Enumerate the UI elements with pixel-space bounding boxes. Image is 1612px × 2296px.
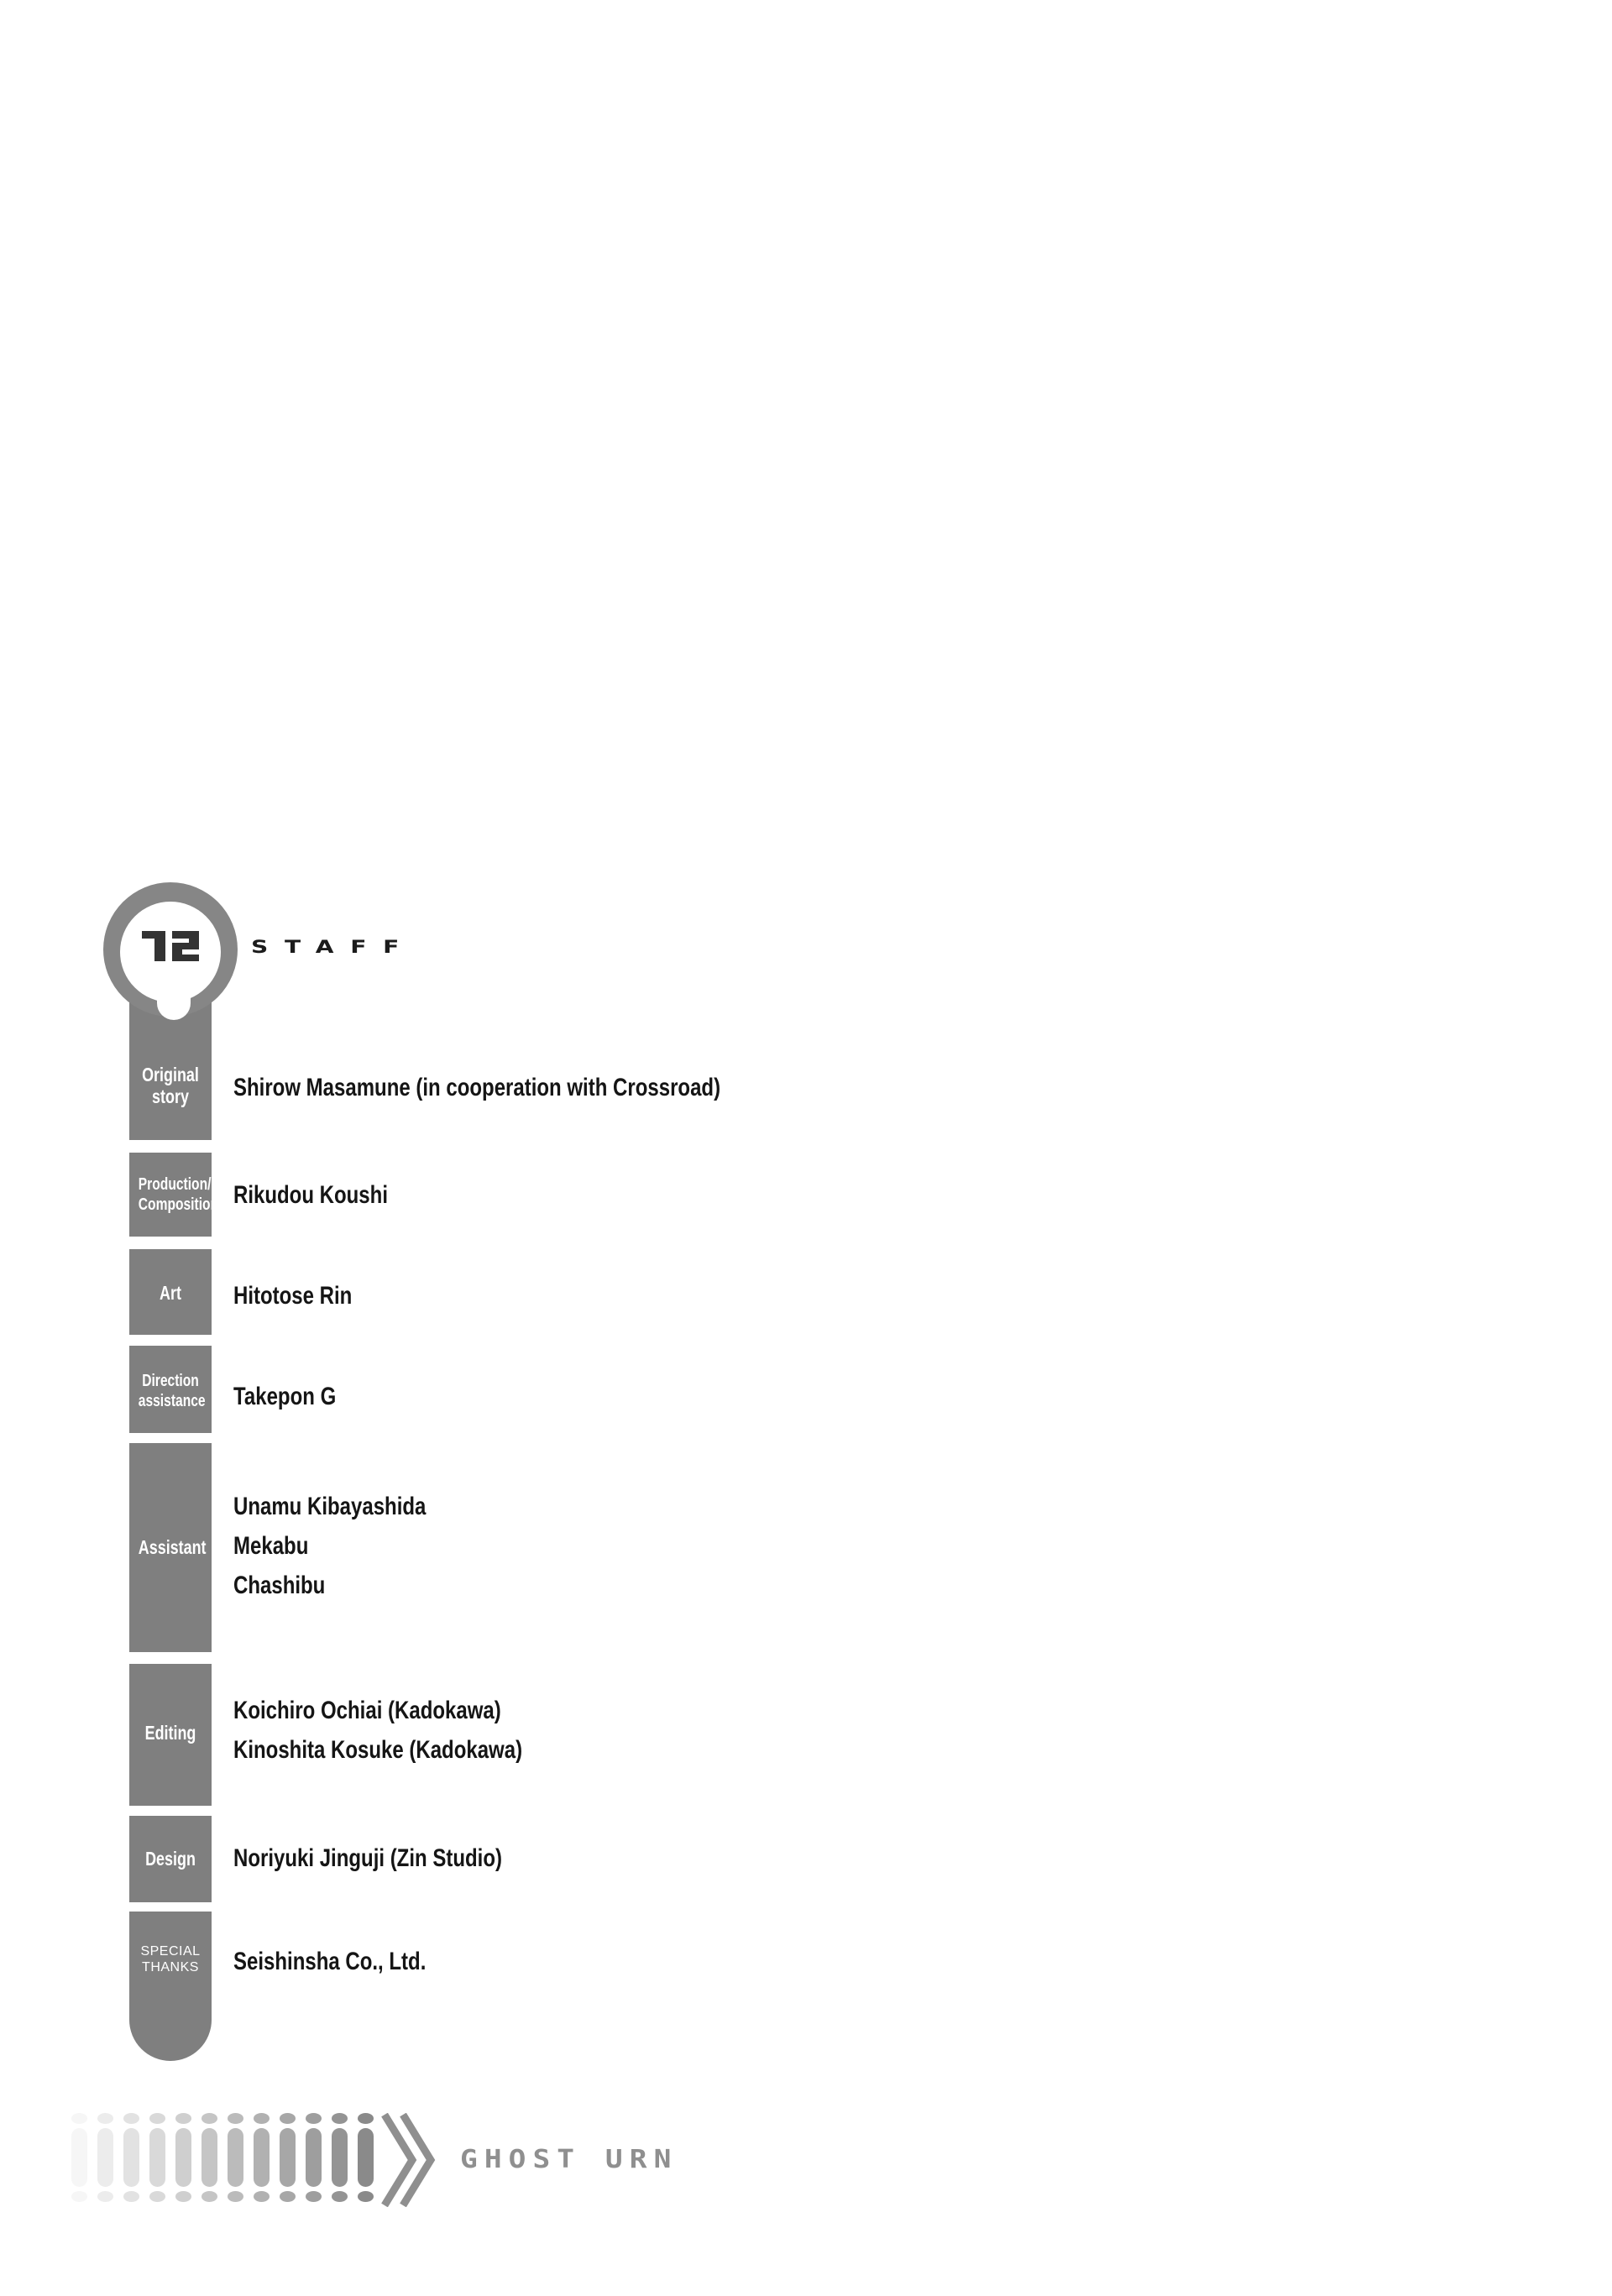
chapter-number-text xyxy=(0,0,1,1)
role-label-production-composition: Production/ Composition xyxy=(138,1175,219,1214)
pill-capsule xyxy=(254,2128,270,2187)
role-label-original-story: Original story xyxy=(142,1064,199,1107)
pill-capsule xyxy=(149,2128,165,2187)
pill-capsule xyxy=(123,2128,139,2187)
pill-dot-top xyxy=(358,2113,374,2124)
chapter-number-icon xyxy=(140,931,199,961)
pill-column xyxy=(280,2113,296,2202)
role-label-design: Design xyxy=(145,1848,196,1870)
pill-column xyxy=(228,2113,243,2202)
pill-dot-bottom xyxy=(123,2191,139,2202)
credit-assistant: Unamu Kibayashida Mekabu Chashibu xyxy=(233,1493,427,1599)
pill-dot-top xyxy=(280,2113,296,2124)
pill-capsule xyxy=(97,2128,113,2187)
pill-column xyxy=(358,2113,374,2202)
pill-dot-bottom xyxy=(175,2191,191,2202)
pill-dot-top xyxy=(202,2113,217,2124)
credit-special-thanks: Seishinsha Co., Ltd. xyxy=(233,1948,427,1975)
credit-original-story: Shirow Masamune (in cooperation with Crossroad) xyxy=(233,1074,721,1101)
pill-dot-bottom xyxy=(254,2191,270,2202)
pill-dot-bottom xyxy=(358,2191,374,2202)
pill-dot-top xyxy=(97,2113,113,2124)
pill-dot-bottom xyxy=(228,2191,243,2202)
pill-dot-top xyxy=(175,2113,191,2124)
credit-production-composition: Rikudou Koushi xyxy=(233,1181,388,1209)
pill-dot-top xyxy=(71,2113,87,2124)
pill-dot-bottom xyxy=(202,2191,217,2202)
pill-dot-top xyxy=(254,2113,270,2124)
pill-dot-bottom xyxy=(306,2191,322,2202)
pill-capsule xyxy=(202,2128,217,2187)
role-label-special-thanks: SPECIAL THANKS xyxy=(140,1944,201,1974)
pill-capsule xyxy=(71,2128,87,2187)
pill-dot-top xyxy=(306,2113,322,2124)
credit-art: Hitotose Rin xyxy=(233,1282,353,1310)
pill-capsule xyxy=(228,2128,243,2187)
pill-dot-bottom xyxy=(149,2191,165,2202)
pill-dot-bottom xyxy=(332,2191,348,2202)
pill-column xyxy=(175,2113,191,2202)
pill-capsule xyxy=(280,2128,296,2187)
pill-capsule xyxy=(306,2128,322,2187)
role-label-direction-assistance: Direction assistance xyxy=(138,1372,206,1410)
chapter-badge-notch xyxy=(157,972,191,1020)
credit-editing: Koichiro Ochiai (Kadokawa) Kinoshita Kosuke (Kadokawa) xyxy=(233,1697,523,1764)
role-label-editing: Editing xyxy=(144,1722,196,1744)
pill-dot-bottom xyxy=(71,2191,87,2202)
pill-column xyxy=(149,2113,165,2202)
pill-capsule xyxy=(358,2128,374,2187)
fade-pill-strip-icon xyxy=(71,2113,374,2202)
pill-dot-top xyxy=(228,2113,243,2124)
page-title: STAFF xyxy=(251,937,416,958)
pill-dot-top xyxy=(149,2113,165,2124)
pill-dot-top xyxy=(332,2113,348,2124)
pill-column xyxy=(306,2113,322,2202)
brand-logotype: GHOST URN xyxy=(460,2145,678,2174)
pill-column xyxy=(97,2113,113,2202)
pill-dot-top xyxy=(123,2113,139,2124)
credit-design: Noriyuki Jinguji (Zin Studio) xyxy=(233,1844,502,1872)
label-box-special-thanks xyxy=(129,1912,212,2061)
pill-column xyxy=(202,2113,217,2202)
pill-column xyxy=(254,2113,270,2202)
pill-column xyxy=(123,2113,139,2202)
role-label-assistant: Assistant xyxy=(138,1536,207,1558)
pill-capsule xyxy=(332,2128,348,2187)
pill-capsule xyxy=(175,2128,191,2187)
double-chevron-icon xyxy=(380,2113,436,2207)
pill-dot-bottom xyxy=(280,2191,296,2202)
pill-dot-bottom xyxy=(97,2191,113,2202)
pill-column xyxy=(71,2113,87,2202)
credit-direction-assistance: Takepon G xyxy=(233,1383,337,1410)
pill-column xyxy=(332,2113,348,2202)
role-label-art: Art xyxy=(160,1282,181,1304)
